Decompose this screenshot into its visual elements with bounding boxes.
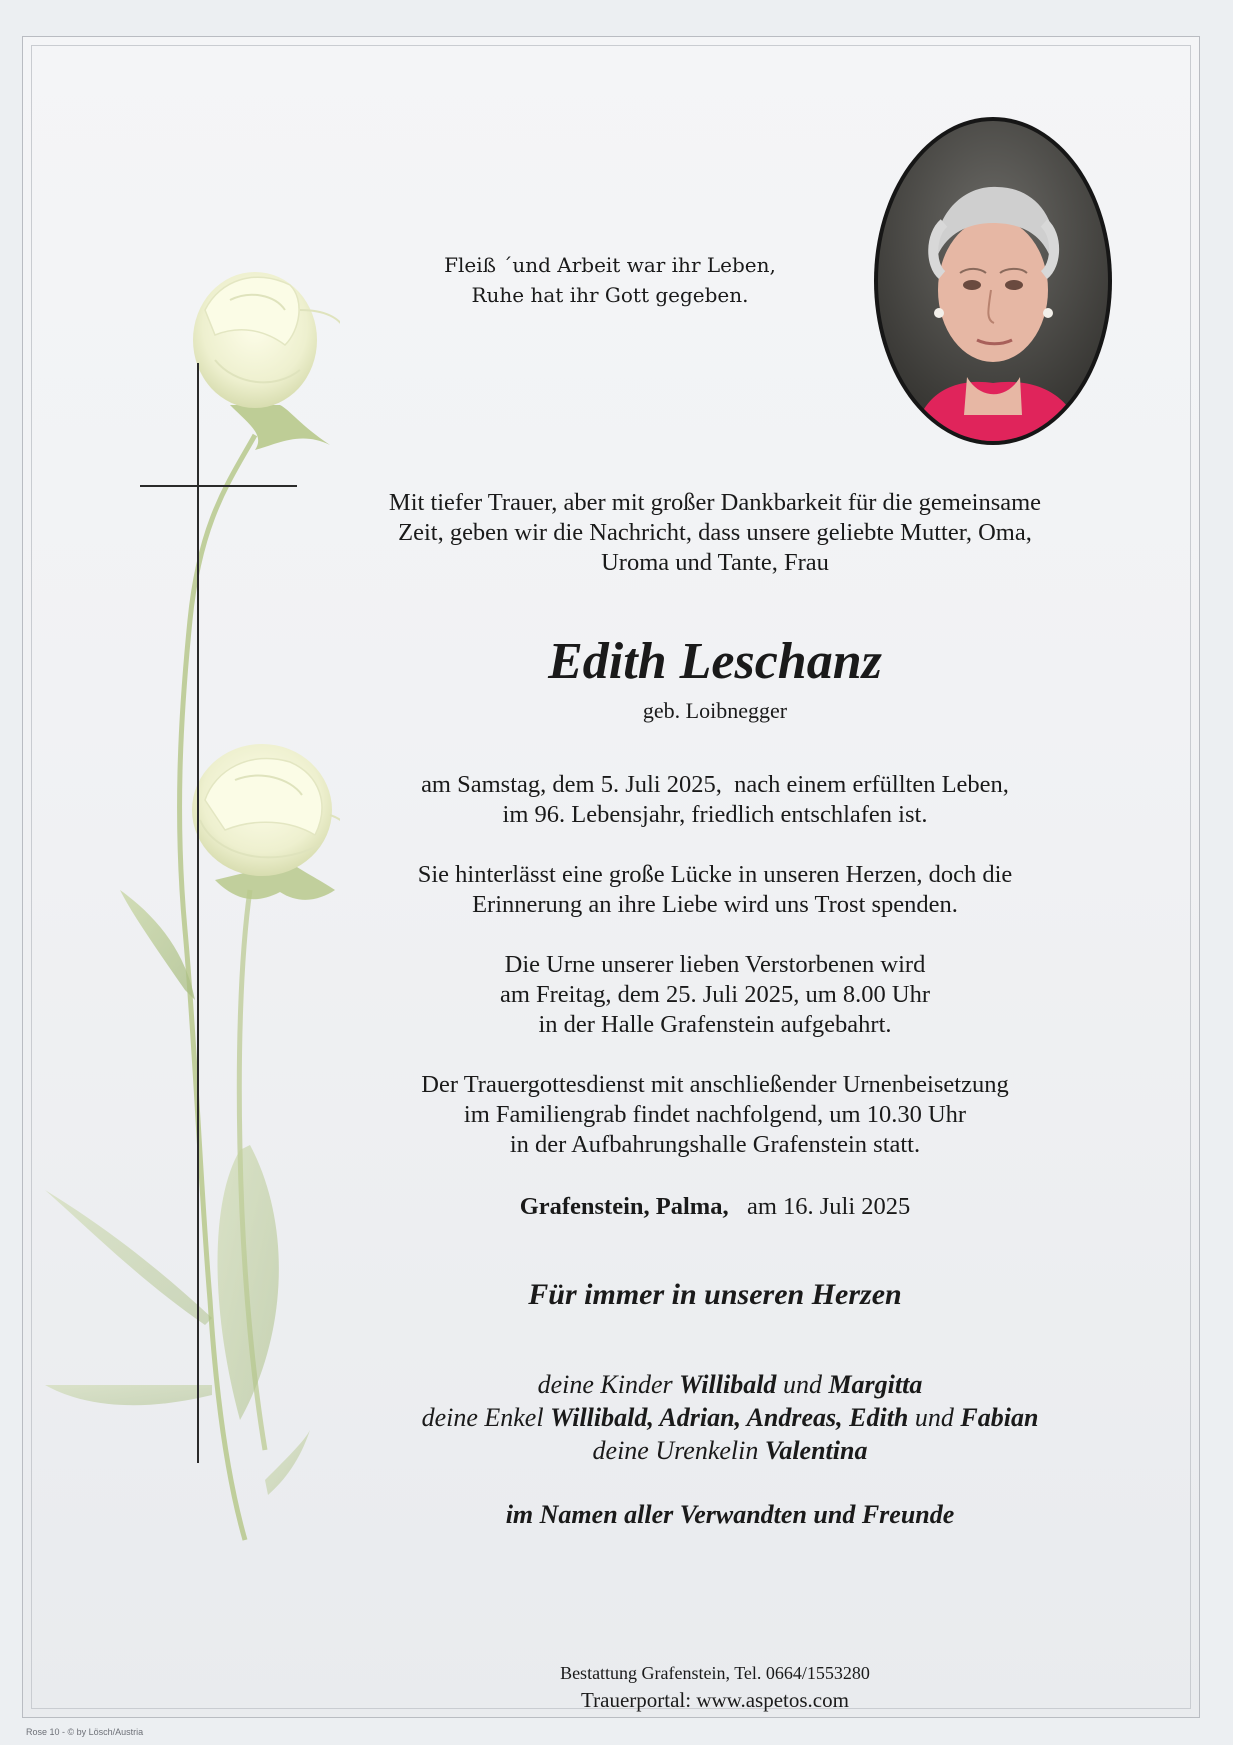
- death-line-1: am Samstag, dem 5. Juli 2025, nach einem erfüllten Leben,: [421, 771, 1009, 798]
- portrait-photo: [872, 115, 1114, 447]
- memorial-motto: Für immer in unseren Herzen: [528, 1278, 902, 1311]
- viewing-line-1: Die Urne unserer lieben Verstorbenen wird: [504, 951, 926, 978]
- maiden-name: geb. Loibnegger: [642, 698, 788, 723]
- viewing-line-3: in der Halle Grafenstein aufgebahrt.: [538, 1011, 892, 1038]
- loss-line-1: Sie hinterlässt eine große Lücke in unseren Herzen, doch die: [417, 861, 1013, 888]
- date: am 16. Juli 2025: [746, 1193, 911, 1220]
- intro-line-3: Uroma und Tante, Frau: [601, 549, 829, 576]
- great-grandchild-line: [330, 1434, 1130, 1467]
- undertaker-portal-link[interactable]: Trauerportal: www.aspetos.com: [581, 1688, 849, 1712]
- children-prefix: deine Kinder: [537, 1370, 673, 1399]
- viewing-line-2: am Freitag, dem 25. Juli 2025, um 8.00 Uhr: [499, 981, 931, 1008]
- motto-line-2: Ruhe hat ihr Gott gegeben.: [471, 283, 749, 307]
- service-line-1: Der Trauergottesdienst mit anschließender Urnenbeisetzung: [421, 1071, 1009, 1098]
- death-paragraph: [330, 770, 1100, 830]
- loss-line-2: Erinnerung an ihre Liebe wird uns Trost spenden.: [472, 891, 958, 918]
- grandchildren-and: und: [914, 1403, 954, 1432]
- intro-paragraph: [330, 488, 1100, 578]
- place-date-line: [330, 1192, 1100, 1222]
- service-line-2: im Familiengrab findet nachfolgend, um 10.30 Uhr: [463, 1101, 967, 1128]
- rose-illustration: [0, 0, 340, 1560]
- places: Grafenstein, Palma,: [519, 1193, 729, 1220]
- intro-line-1: Mit tiefer Trauer, aber mit großer Dankbarkeit für die gemeinsame: [388, 489, 1042, 516]
- intro-line-2: Zeit, geben wir die Nachricht, dass unsere geliebte Mutter, Oma,: [398, 519, 1032, 546]
- service-paragraph: [330, 1070, 1100, 1160]
- death-line-2: im 96. Lebensjahr, friedlich entschlafen ist.: [502, 801, 928, 828]
- deceased-name: Edith Leschanz: [548, 633, 882, 690]
- motto-line-1: Fleiß ´und Arbeit war ihr Leben,: [444, 253, 776, 277]
- grandchildren-names: Willibald, Adrian, Andreas, Edith: [550, 1403, 909, 1432]
- cross-horizontal-bar: [140, 485, 297, 487]
- undertaker-info: [430, 1660, 1000, 1714]
- loss-paragraph: [330, 860, 1100, 920]
- family-list: [330, 1368, 1130, 1467]
- grandchild-last: Fabian: [960, 1403, 1039, 1432]
- undertaker-contact: Bestattung Grafenstein, Tel. 0664/1553280: [560, 1663, 870, 1683]
- child-name-1: Willibald: [679, 1370, 777, 1399]
- cross-vertical-bar: [197, 363, 199, 1463]
- viewing-paragraph: [330, 950, 1100, 1040]
- child-name-2: Margitta: [828, 1370, 923, 1399]
- children-and: und: [782, 1370, 822, 1399]
- closing-line: im Namen aller Verwandten und Freunde: [505, 1500, 955, 1529]
- motto: [420, 250, 800, 310]
- image-credit: Rose 10 - © by Lösch/Austria: [26, 1727, 144, 1737]
- great-grandchild-prefix: deine Urenkelin: [592, 1436, 759, 1465]
- grandchildren-prefix: deine Enkel: [421, 1403, 544, 1432]
- grandchildren-line: [330, 1401, 1130, 1434]
- great-grandchild-name: Valentina: [764, 1436, 868, 1465]
- children-line: [330, 1368, 1130, 1401]
- service-line-3: in der Aufbahrungshalle Grafenstein statt.: [509, 1131, 921, 1158]
